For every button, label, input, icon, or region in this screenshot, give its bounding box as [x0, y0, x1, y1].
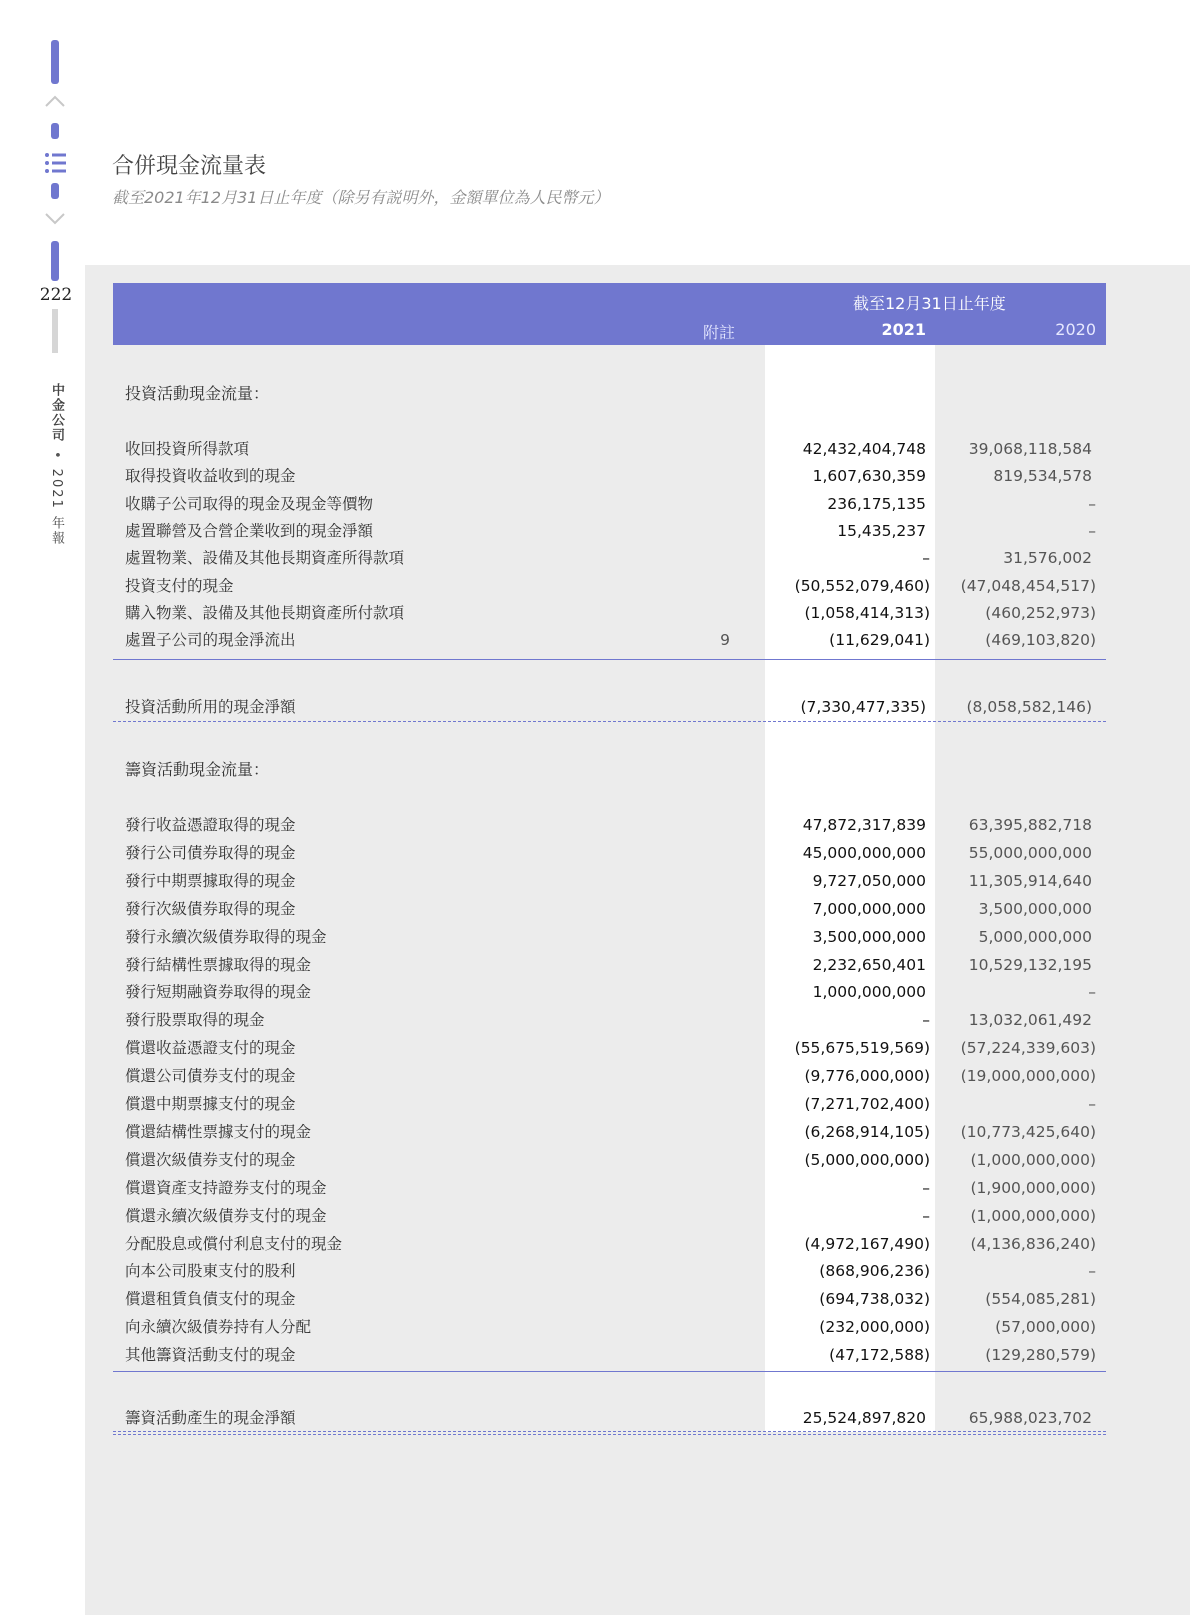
value-2021: (232,000,000)	[819, 1318, 930, 1337]
value-2020: –	[1088, 521, 1096, 540]
table-row	[113, 1286, 1106, 1312]
value-2021: 1,607,630,359	[812, 467, 926, 486]
row-label: 向永續次級債券持有人分配	[125, 1318, 312, 1337]
value-2020: (47,048,454,517)	[960, 576, 1096, 595]
table-row	[113, 491, 1106, 517]
report-label	[47, 383, 66, 546]
table-row	[113, 1258, 1106, 1284]
table-row	[113, 436, 1106, 462]
table-row	[113, 627, 1106, 653]
nav-bar-top	[51, 40, 59, 84]
page-title: 合併現金流量表	[112, 154, 267, 179]
row-label: 處置物業、設備及其他長期資產所得款項	[125, 549, 405, 568]
value-2021: 47,872,317,839	[802, 816, 926, 834]
row-label: 發行短期融資券取得的現金	[125, 983, 312, 1002]
table-row	[113, 600, 1106, 626]
value-2021: (50,552,079,460)	[794, 576, 930, 595]
value-2020: (460,252,973)	[985, 603, 1096, 622]
row-label: 向本公司股東支付的股利	[125, 1262, 296, 1281]
table-row	[113, 1147, 1106, 1173]
separator-dot: •	[49, 451, 64, 461]
row-label: 購入物業、設備及其他長期資產所付款項	[125, 603, 405, 622]
total-rule	[113, 721, 1106, 722]
value-2020: (57,000,000)	[995, 1318, 1096, 1337]
row-label: 償還租賃負債支付的現金	[125, 1290, 296, 1309]
value-2020: (10,773,425,640)	[960, 1122, 1096, 1141]
value-2021: (7,330,477,335)	[800, 698, 926, 716]
total-rule	[113, 1434, 1106, 1435]
value-2020: –	[1088, 983, 1096, 1002]
table-row	[113, 924, 1106, 950]
row-label: 收回投資所得款項	[125, 440, 250, 458]
value-2020: 13,032,061,492	[968, 1011, 1092, 1030]
value-2020: 39,068,118,584	[968, 440, 1092, 458]
table-row	[113, 812, 1106, 838]
value-2021: –	[922, 549, 930, 568]
value-2021: (4,972,167,490)	[804, 1234, 930, 1253]
row-label: 償還公司債券支付的現金	[125, 1067, 296, 1086]
row-label: 發行收益憑證取得的現金	[125, 816, 296, 834]
value-2021: 9,727,050,000	[812, 871, 926, 890]
value-2020: (4,136,836,240)	[970, 1234, 1096, 1253]
value-2020: 819,534,578	[993, 467, 1092, 486]
row-label: 取得投資收益收到的現金	[125, 467, 296, 486]
table-row	[113, 840, 1106, 866]
subtotal-rule	[113, 659, 1106, 660]
value-2021: 25,524,897,820	[802, 1409, 926, 1427]
value-2021: (1,058,414,313)	[804, 603, 930, 622]
value-2020: (57,224,339,603)	[960, 1039, 1096, 1058]
table-row	[113, 896, 1106, 922]
table-row	[113, 1119, 1106, 1145]
year-2021-header: 2021	[881, 320, 926, 339]
table-row	[113, 1063, 1106, 1089]
report-name: 2021 年報	[49, 468, 64, 546]
value-2021: 236,175,135	[827, 494, 926, 513]
table-row	[113, 573, 1106, 599]
value-2020: (554,085,281)	[985, 1290, 1096, 1309]
value-2020: (1,900,000,000)	[970, 1178, 1096, 1197]
value-2020: –	[1088, 494, 1096, 513]
value-2020: 55,000,000,000	[968, 843, 1092, 862]
value-2020: (469,103,820)	[985, 631, 1096, 650]
period-header: 截至12月31日止年度	[853, 294, 1006, 313]
row-label: 償還資產支持證券支付的現金	[125, 1178, 327, 1197]
nav-bar-segment	[51, 123, 59, 139]
table-row	[113, 952, 1106, 978]
table-row	[113, 1314, 1106, 1340]
value-2021: (6,268,914,105)	[804, 1122, 930, 1141]
row-label: 償還中期票據支付的現金	[125, 1095, 296, 1113]
side-navigation	[0, 0, 85, 1615]
total-rule	[113, 1431, 1106, 1432]
row-label: 處置聯營及合營企業收到的現金淨額	[125, 521, 374, 540]
value-2021: (694,738,032)	[819, 1290, 930, 1309]
nav-bar-bottom	[51, 241, 59, 281]
row-label: 發行次級債券取得的現金	[125, 899, 296, 918]
value-2021: (868,906,236)	[819, 1262, 930, 1281]
value-2021: –	[922, 1206, 930, 1225]
value-2020: 5,000,000,000	[978, 927, 1092, 946]
subtotal-rule	[113, 1371, 1106, 1372]
value-2020: (129,280,579)	[985, 1346, 1096, 1365]
row-label: 籌資活動產生的現金淨額	[125, 1409, 296, 1427]
chevron-down-icon[interactable]	[44, 212, 66, 226]
value-2020: (1,000,000,000)	[970, 1150, 1096, 1169]
table-row	[113, 1231, 1106, 1257]
note-header: 附註	[703, 323, 736, 342]
year-2020-header: 2020	[1055, 320, 1096, 339]
table-header	[113, 283, 1106, 345]
table-row	[113, 868, 1106, 894]
value-2020: 3,500,000,000	[978, 899, 1092, 918]
table-row	[113, 518, 1106, 544]
value-2020: (1,000,000,000)	[970, 1206, 1096, 1225]
company-name: 中金公司	[49, 383, 64, 443]
value-2021: 2,232,650,401	[812, 955, 926, 974]
value-2020: –	[1088, 1095, 1096, 1113]
row-label: 發行公司債券取得的現金	[125, 843, 296, 862]
table-row	[113, 463, 1106, 489]
value-2020: (19,000,000,000)	[960, 1067, 1096, 1086]
value-2021: (9,776,000,000)	[804, 1067, 930, 1086]
section-title-financing: 籌資活動現金流量：	[125, 760, 270, 779]
value-2021: (55,675,519,569)	[794, 1039, 930, 1058]
list-menu-icon[interactable]	[44, 152, 68, 174]
row-label: 收購子公司取得的現金及現金等價物	[125, 494, 374, 513]
value-2021: (11,629,041)	[829, 631, 930, 650]
value-2021: 7,000,000,000	[812, 899, 926, 918]
value-2020: 11,305,914,640	[968, 871, 1092, 890]
value-2021: 1,000,000,000	[812, 983, 926, 1002]
value-2020: 31,576,002	[1003, 549, 1092, 568]
table-row	[113, 1091, 1106, 1117]
table-row	[113, 545, 1106, 571]
value-2021: 42,432,404,748	[802, 440, 926, 458]
page-subtitle: 截至2021年12月31日止年度（除另有説明外，金額單位為人民幣元）	[112, 188, 610, 207]
value-2021: (47,172,588)	[829, 1346, 930, 1365]
table-row	[113, 1035, 1106, 1061]
row-label: 投資支付的現金	[125, 576, 234, 595]
value-2021: 45,000,000,000	[802, 843, 926, 862]
value-2021: (5,000,000,000)	[804, 1150, 930, 1169]
value-2021: (7,271,702,400)	[804, 1095, 930, 1113]
value-2021: 3,500,000,000	[812, 927, 926, 946]
page-number: 222	[39, 285, 73, 305]
row-label: 發行結構性票據取得的現金	[125, 955, 312, 974]
total-row-investing	[113, 694, 1106, 720]
table-row	[113, 979, 1106, 1005]
value-2021: –	[922, 1178, 930, 1197]
row-label: 發行中期票據取得的現金	[125, 871, 296, 890]
table-row	[113, 1203, 1106, 1229]
value-2020: 63,395,882,718	[968, 816, 1092, 834]
row-label: 投資活動所用的現金淨額	[125, 698, 296, 716]
table-row	[113, 1342, 1106, 1368]
value-2020: –	[1088, 1262, 1096, 1281]
value-2021: –	[922, 1011, 930, 1030]
table-row	[113, 1007, 1106, 1033]
total-row-financing	[113, 1405, 1106, 1431]
row-label: 償還永續次級債券支付的現金	[125, 1206, 327, 1225]
nav-bar-segment	[51, 183, 59, 199]
section-title-investing: 投資活動現金流量：	[125, 384, 270, 403]
row-note: 9	[720, 631, 730, 650]
value-2020: 65,988,023,702	[968, 1409, 1092, 1427]
row-label: 償還次級債券支付的現金	[125, 1150, 296, 1169]
row-label: 償還收益憑證支付的現金	[125, 1039, 296, 1058]
value-2020: (8,058,582,146)	[966, 698, 1092, 716]
table-row	[113, 1175, 1106, 1201]
value-2021: 15,435,237	[837, 521, 926, 540]
row-label: 發行永續次級債券取得的現金	[125, 927, 327, 946]
row-label: 處置子公司的現金淨流出	[125, 631, 296, 650]
row-label: 分配股息或償付利息支付的現金	[125, 1234, 343, 1253]
nav-divider	[52, 309, 58, 353]
chevron-up-icon[interactable]	[44, 94, 66, 108]
row-label: 發行股票取得的現金	[125, 1011, 265, 1030]
row-label: 其他籌資活動支付的現金	[125, 1346, 296, 1365]
row-label: 償還結構性票據支付的現金	[125, 1122, 312, 1141]
value-2020: 10,529,132,195	[968, 955, 1092, 974]
